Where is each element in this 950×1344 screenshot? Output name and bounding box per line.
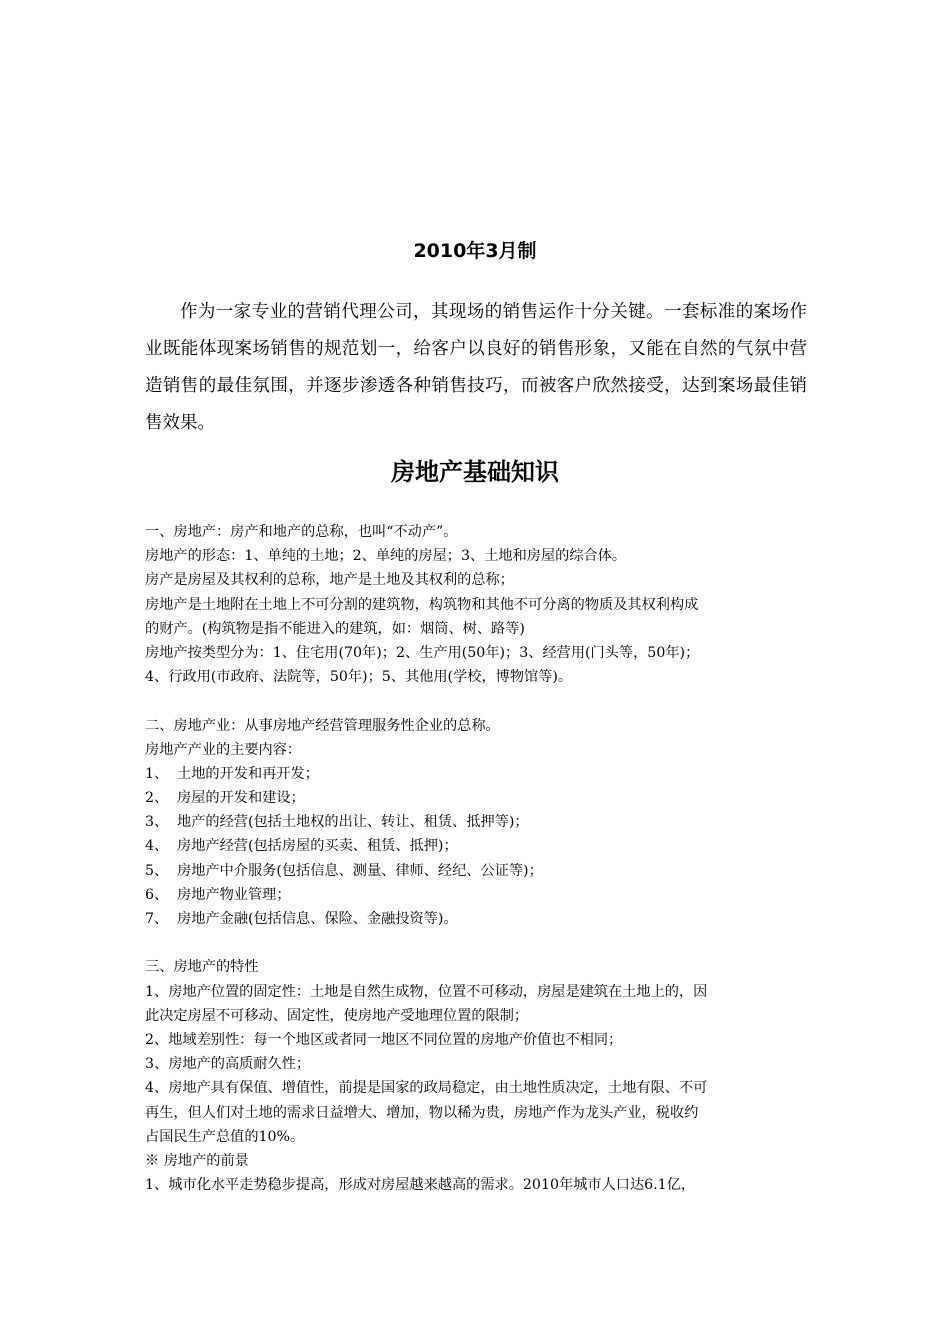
paragraph-line: 房产是房屋及其权利的总称，地产是土地及其权利的总称；: [145, 572, 514, 589]
body-text: [145, 520, 807, 1197]
paragraph-line: 此决定房屋不可移动、固定性，使房地产受地理位置的限制；: [145, 1007, 529, 1024]
section-title: 房地产基础知识: [391, 458, 559, 486]
list-item-number: 6、: [145, 886, 169, 903]
list-item-text: 房地产物业管理；: [177, 886, 291, 903]
paragraph-line: 1、城市化水平走势稳步提高，形成对房屋越来越高的需求。2010年城市人口达6.1亿，: [145, 1177, 696, 1194]
list-item: [145, 762, 807, 786]
blank-line: [145, 689, 807, 713]
part1-heading: 一、房地产：房产和地产的总称，也叫“不动产”。: [145, 524, 458, 540]
paragraph-line: 4、行政用(市政府、法院等，50年)；5、其他用(学校，博物馆等)。: [145, 669, 573, 686]
paragraph-line: 4、房地产具有保值、增值性，前提是国家的政局稳定，由土地性质决定，土地有限、不可: [145, 1080, 708, 1097]
list-item-text: 土地的开发和再开发；: [177, 765, 319, 782]
list-item-text: 地产的经营(包括土地权的出让、转让、租赁、抵押等)；: [177, 814, 529, 831]
paragraph-line: 占国民生产总值的10%。: [145, 1128, 305, 1145]
list-item-number: 1、: [145, 765, 169, 782]
intro-paragraph: 作为一家专业的营销代理公司，其现场的销售运作十分关键。一套标准的案场作业既能体现案场销售的规范划一，给客户以良好的销售形象，又能在自然的气氛中营造销售的最佳氛围，并逐步渗透各种销售技巧，而被客户欣然接受，达到案场最佳销售效果。: [145, 302, 807, 433]
list-item-number: 4、: [145, 838, 169, 855]
subsection-heading: ※ 房地产的前景: [145, 1152, 249, 1169]
blank-line: [145, 931, 807, 955]
list-item: [145, 810, 807, 834]
paragraph-line: 房地产是土地附在土地上不可分割的建筑物，构筑物和其他不可分离的物质及其权利构成: [145, 596, 699, 613]
part2-heading: 二、房地产业：从事房地产经营管理服务性企业的总称。: [145, 717, 500, 734]
paragraph-line: 2、地域差别性：每一个地区或者同一地区不同位置的房地产价值也不相同；: [145, 1031, 623, 1048]
paragraph-line: 再生，但人们对土地的需求日益增大、增加，物以稀为贵，房地产作为龙头产业，税收约: [145, 1104, 699, 1121]
list-item: [145, 907, 807, 931]
list-item-number: 5、: [145, 862, 169, 879]
list-item: [145, 786, 807, 810]
list-item-text: 房地产金融(包括信息、保险、金融投资等)。: [177, 911, 458, 927]
paragraph-line: 3、房地产的高质耐久性；: [145, 1056, 311, 1073]
paragraph-line: 的财产。(构筑物是指不能进入的建筑，如：烟筒、树、路等): [145, 620, 525, 637]
paragraph-line: 房地产按类型分为：1、住宅用(70年)；2、生产用(50年)；3、经营用(门头等，50年)；: [145, 644, 700, 661]
paragraph-line: 1、房地产位置的固定性：土地是自然生成物，位置不可移动，房屋是建筑在土地上的，因: [145, 983, 708, 1000]
list-item: [145, 883, 807, 907]
part3-heading: 三、房地产的特性: [145, 959, 259, 976]
list-item-text: 房地产中介服务(包括信息、测量、律师、经纪、公证等)；: [177, 862, 543, 879]
list-item: [145, 834, 807, 858]
list-item: [145, 859, 807, 883]
paragraph-line: 房地产的形态：1、单纯的土地；2、单纯的房屋；3、土地和房屋的综合体。: [145, 548, 627, 565]
list-item-text: 房地产经营(包括房屋的买卖、租赁、抵押)；: [177, 838, 458, 855]
list-item-number: 2、: [145, 790, 169, 807]
list-item-number: 3、: [145, 814, 169, 831]
document-date: 2010年3月制: [413, 240, 537, 262]
list-item-number: 7、: [145, 911, 169, 927]
list-item-text: 房屋的开发和建设；: [177, 790, 305, 807]
paragraph-line: 房地产产业的主要内容：: [145, 741, 302, 758]
